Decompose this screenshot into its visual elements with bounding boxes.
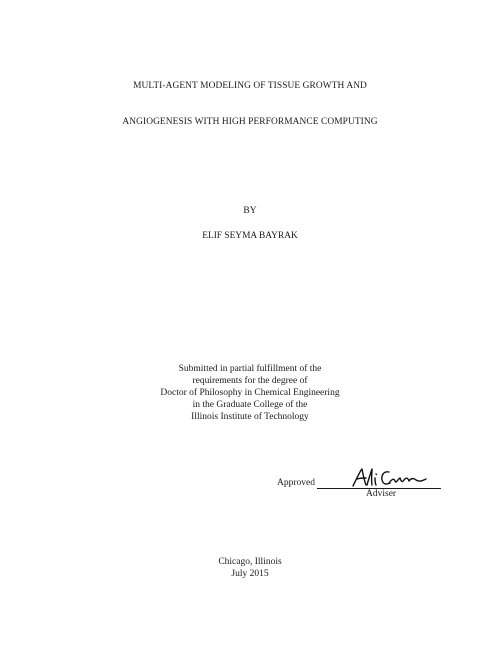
- adviser-signature: [349, 466, 429, 490]
- date-label: July 2015: [231, 569, 269, 579]
- submission-line-1: Submitted in partial fulfillment of the: [178, 364, 322, 374]
- thesis-title-line-1: MULTI-AGENT MODELING OF TISSUE GROWTH AND: [133, 81, 367, 91]
- by-label: BY: [243, 206, 257, 216]
- thesis-title-line-2: ANGIOGENESIS WITH HIGH PERFORMANCE COMPUTING: [122, 117, 378, 127]
- submission-line-5: Illinois Institute of Technology: [191, 412, 309, 422]
- submission-line-3: Doctor of Philosophy in Chemical Engineering: [160, 388, 340, 398]
- approved-label: Approved: [277, 478, 315, 488]
- city-label: Chicago, Illinois: [218, 557, 282, 567]
- place-and-date: [0, 556, 500, 580]
- submission-line-4: in the Graduate College of the: [192, 400, 308, 410]
- approval-block: [277, 470, 447, 510]
- adviser-label: Adviser: [366, 489, 397, 499]
- author-name: ELIF SEYMA BAYRAK: [202, 231, 298, 241]
- submission-statement: [0, 363, 500, 423]
- submission-line-2: requirements for the degree of: [192, 376, 308, 386]
